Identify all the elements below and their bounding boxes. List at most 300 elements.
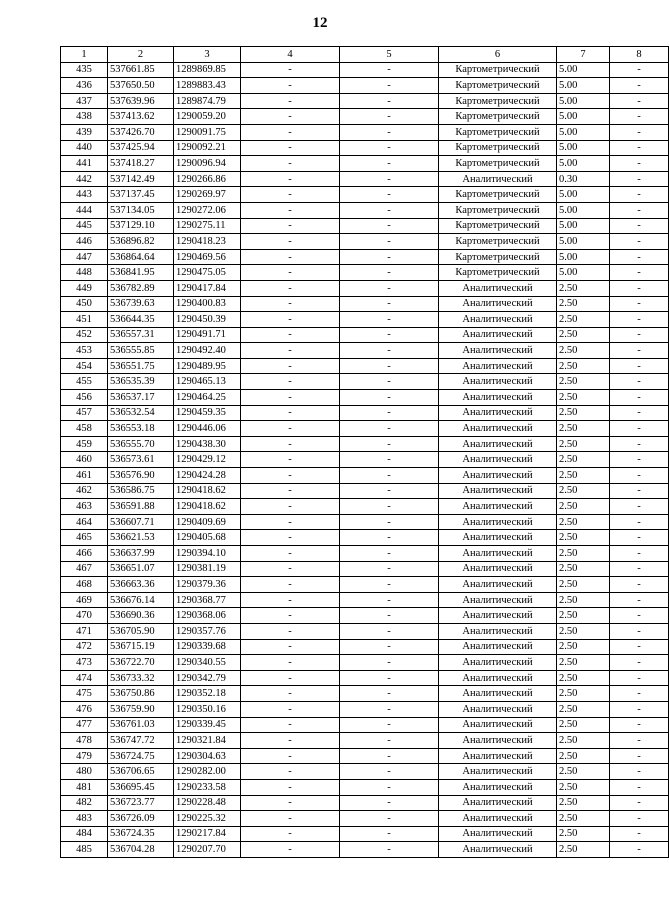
point-number-cell: 453 xyxy=(61,343,108,359)
accuracy-cell: 2.50 xyxy=(557,405,610,421)
x-coordinate-cell: 537425.94 xyxy=(108,140,174,156)
col5-cell: - xyxy=(340,358,439,374)
col8-cell: - xyxy=(610,546,669,562)
point-number-cell: 449 xyxy=(61,280,108,296)
accuracy-cell: 2.50 xyxy=(557,312,610,328)
accuracy-cell: 2.50 xyxy=(557,623,610,639)
point-number-cell: 442 xyxy=(61,171,108,187)
col4-cell: - xyxy=(241,468,340,484)
col8-cell: - xyxy=(610,249,669,265)
point-number-cell: 466 xyxy=(61,546,108,562)
col8-cell: - xyxy=(610,623,669,639)
y-coordinate-cell: 1290342.79 xyxy=(174,670,241,686)
col8-cell: - xyxy=(610,62,669,78)
y-coordinate-cell: 1290491.71 xyxy=(174,327,241,343)
col8-cell: - xyxy=(610,452,669,468)
col8-cell: - xyxy=(610,234,669,250)
method-cell: Аналитический xyxy=(439,826,557,842)
accuracy-cell: 5.00 xyxy=(557,124,610,140)
col4-cell: - xyxy=(241,343,340,359)
col5-cell: - xyxy=(340,530,439,546)
x-coordinate-cell: 536739.63 xyxy=(108,296,174,312)
y-coordinate-cell: 1290266.86 xyxy=(174,171,241,187)
point-number-cell: 478 xyxy=(61,733,108,749)
col8-cell: - xyxy=(610,748,669,764)
col5-cell: - xyxy=(340,483,439,499)
page-number: 12 xyxy=(312,15,328,31)
table-row xyxy=(61,265,669,281)
col8-cell: - xyxy=(610,280,669,296)
x-coordinate-cell: 536750.86 xyxy=(108,686,174,702)
table-row xyxy=(61,140,669,156)
x-coordinate-cell: 537134.05 xyxy=(108,202,174,218)
col4-cell: - xyxy=(241,156,340,172)
accuracy-cell: 2.50 xyxy=(557,358,610,374)
col5-cell: - xyxy=(340,717,439,733)
col4-cell: - xyxy=(241,733,340,749)
x-coordinate-cell: 536724.75 xyxy=(108,748,174,764)
col8-cell: - xyxy=(610,764,669,780)
point-number-cell: 451 xyxy=(61,312,108,328)
table-row xyxy=(61,249,669,265)
x-coordinate-cell: 536607.71 xyxy=(108,514,174,530)
table-row xyxy=(61,156,669,172)
col4-cell: - xyxy=(241,312,340,328)
method-cell: Картометрический xyxy=(439,202,557,218)
x-coordinate-cell: 536841.95 xyxy=(108,265,174,281)
point-number-cell: 464 xyxy=(61,514,108,530)
table-row xyxy=(61,218,669,234)
table-row xyxy=(61,171,669,187)
table-row xyxy=(61,109,669,125)
header-row xyxy=(61,47,669,63)
table-row xyxy=(61,499,669,515)
col8-cell: - xyxy=(610,296,669,312)
y-coordinate-cell: 1290321.84 xyxy=(174,733,241,749)
col8-cell: - xyxy=(610,312,669,328)
method-cell: Картометрический xyxy=(439,249,557,265)
table-row xyxy=(61,686,669,702)
col8-cell: - xyxy=(610,733,669,749)
x-coordinate-cell: 536747.72 xyxy=(108,733,174,749)
col4-cell: - xyxy=(241,249,340,265)
method-cell: Аналитический xyxy=(439,546,557,562)
y-coordinate-cell: 1290394.10 xyxy=(174,546,241,562)
col8-cell: - xyxy=(610,608,669,624)
method-cell: Аналитический xyxy=(439,483,557,499)
y-coordinate-cell: 1290339.45 xyxy=(174,717,241,733)
col4-cell: - xyxy=(241,811,340,827)
col4-cell: - xyxy=(241,655,340,671)
col4-cell: - xyxy=(241,670,340,686)
y-coordinate-cell: 1290096.94 xyxy=(174,156,241,172)
table-row xyxy=(61,62,669,78)
col5-cell: - xyxy=(340,296,439,312)
point-number-cell: 467 xyxy=(61,561,108,577)
y-coordinate-cell: 1290464.25 xyxy=(174,390,241,406)
accuracy-cell: 0.30 xyxy=(557,171,610,187)
point-number-cell: 452 xyxy=(61,327,108,343)
col4-cell: - xyxy=(241,436,340,452)
table-row xyxy=(61,452,669,468)
col4-cell: - xyxy=(241,577,340,593)
accuracy-cell: 2.50 xyxy=(557,733,610,749)
column-header: 7 xyxy=(557,47,610,63)
column-header: 1 xyxy=(61,47,108,63)
col5-cell: - xyxy=(340,93,439,109)
col8-cell: - xyxy=(610,265,669,281)
col5-cell: - xyxy=(340,639,439,655)
x-coordinate-cell: 536537.17 xyxy=(108,390,174,406)
col4-cell: - xyxy=(241,530,340,546)
point-number-cell: 483 xyxy=(61,811,108,827)
table-row xyxy=(61,390,669,406)
col8-cell: - xyxy=(610,561,669,577)
col4-cell: - xyxy=(241,592,340,608)
point-number-cell: 469 xyxy=(61,592,108,608)
accuracy-cell: 2.50 xyxy=(557,670,610,686)
x-coordinate-cell: 536690.36 xyxy=(108,608,174,624)
col8-cell: - xyxy=(610,171,669,187)
accuracy-cell: 5.00 xyxy=(557,187,610,203)
column-header: 6 xyxy=(439,47,557,63)
col4-cell: - xyxy=(241,265,340,281)
accuracy-cell: 2.50 xyxy=(557,327,610,343)
col8-cell: - xyxy=(610,93,669,109)
accuracy-cell: 2.50 xyxy=(557,717,610,733)
accuracy-cell: 2.50 xyxy=(557,795,610,811)
point-number-cell: 439 xyxy=(61,124,108,140)
accuracy-cell: 2.50 xyxy=(557,577,610,593)
method-cell: Аналитический xyxy=(439,514,557,530)
col5-cell: - xyxy=(340,202,439,218)
col5-cell: - xyxy=(340,608,439,624)
col5-cell: - xyxy=(340,468,439,484)
accuracy-cell: 5.00 xyxy=(557,62,610,78)
point-number-cell: 443 xyxy=(61,187,108,203)
y-coordinate-cell: 1290352.18 xyxy=(174,686,241,702)
y-coordinate-cell: 1290092.21 xyxy=(174,140,241,156)
col4-cell: - xyxy=(241,124,340,140)
method-cell: Аналитический xyxy=(439,171,557,187)
method-cell: Аналитический xyxy=(439,748,557,764)
x-coordinate-cell: 537661.85 xyxy=(108,62,174,78)
point-number-cell: 447 xyxy=(61,249,108,265)
table-row xyxy=(61,358,669,374)
col5-cell: - xyxy=(340,124,439,140)
col4-cell: - xyxy=(241,109,340,125)
col4-cell: - xyxy=(241,327,340,343)
col5-cell: - xyxy=(340,826,439,842)
col5-cell: - xyxy=(340,452,439,468)
y-coordinate-cell: 1290368.06 xyxy=(174,608,241,624)
col4-cell: - xyxy=(241,62,340,78)
table-row xyxy=(61,234,669,250)
x-coordinate-cell: 536586.75 xyxy=(108,483,174,499)
y-coordinate-cell: 1290438.30 xyxy=(174,436,241,452)
accuracy-cell: 2.50 xyxy=(557,608,610,624)
x-coordinate-cell: 536663.36 xyxy=(108,577,174,593)
col5-cell: - xyxy=(340,249,439,265)
point-number-cell: 435 xyxy=(61,62,108,78)
col4-cell: - xyxy=(241,358,340,374)
y-coordinate-cell: 1290429.12 xyxy=(174,452,241,468)
point-number-cell: 444 xyxy=(61,202,108,218)
x-coordinate-cell: 536621.53 xyxy=(108,530,174,546)
point-number-cell: 448 xyxy=(61,265,108,281)
col5-cell: - xyxy=(340,499,439,515)
table-row xyxy=(61,779,669,795)
accuracy-cell: 2.50 xyxy=(557,779,610,795)
point-number-cell: 458 xyxy=(61,421,108,437)
col4-cell: - xyxy=(241,421,340,437)
col8-cell: - xyxy=(610,358,669,374)
y-coordinate-cell: 1290418.23 xyxy=(174,234,241,250)
col8-cell: - xyxy=(610,109,669,125)
method-cell: Аналитический xyxy=(439,343,557,359)
point-number-cell: 445 xyxy=(61,218,108,234)
col8-cell: - xyxy=(610,156,669,172)
method-cell: Аналитический xyxy=(439,686,557,702)
col5-cell: - xyxy=(340,795,439,811)
method-cell: Аналитический xyxy=(439,655,557,671)
x-coordinate-cell: 537413.62 xyxy=(108,109,174,125)
y-coordinate-cell: 1290465.13 xyxy=(174,374,241,390)
method-cell: Картометрический xyxy=(439,234,557,250)
col4-cell: - xyxy=(241,234,340,250)
accuracy-cell: 2.50 xyxy=(557,530,610,546)
point-number-cell: 484 xyxy=(61,826,108,842)
y-coordinate-cell: 1290339.68 xyxy=(174,639,241,655)
accuracy-cell: 2.50 xyxy=(557,499,610,515)
accuracy-cell: 5.00 xyxy=(557,218,610,234)
table-row xyxy=(61,639,669,655)
table-row xyxy=(61,701,669,717)
y-coordinate-cell: 1290469.56 xyxy=(174,249,241,265)
y-coordinate-cell: 1290446.06 xyxy=(174,421,241,437)
method-cell: Аналитический xyxy=(439,779,557,795)
y-coordinate-cell: 1290418.62 xyxy=(174,499,241,515)
method-cell: Аналитический xyxy=(439,327,557,343)
table-row xyxy=(61,187,669,203)
method-cell: Картометрический xyxy=(439,109,557,125)
col4-cell: - xyxy=(241,218,340,234)
col4-cell: - xyxy=(241,483,340,499)
accuracy-cell: 2.50 xyxy=(557,686,610,702)
accuracy-cell: 2.50 xyxy=(557,452,610,468)
col5-cell: - xyxy=(340,670,439,686)
point-number-cell: 470 xyxy=(61,608,108,624)
table-row xyxy=(61,124,669,140)
method-cell: Аналитический xyxy=(439,670,557,686)
method-cell: Картометрический xyxy=(439,93,557,109)
col4-cell: - xyxy=(241,280,340,296)
col4-cell: - xyxy=(241,623,340,639)
method-cell: Аналитический xyxy=(439,280,557,296)
x-coordinate-cell: 536637.99 xyxy=(108,546,174,562)
table-row xyxy=(61,483,669,499)
y-coordinate-cell: 1290368.77 xyxy=(174,592,241,608)
x-coordinate-cell: 536573.61 xyxy=(108,452,174,468)
table-row xyxy=(61,670,669,686)
x-coordinate-cell: 537426.70 xyxy=(108,124,174,140)
y-coordinate-cell: 1290492.40 xyxy=(174,343,241,359)
accuracy-cell: 2.50 xyxy=(557,374,610,390)
x-coordinate-cell: 537639.96 xyxy=(108,93,174,109)
accuracy-cell: 5.00 xyxy=(557,156,610,172)
col8-cell: - xyxy=(610,826,669,842)
method-cell: Аналитический xyxy=(439,530,557,546)
y-coordinate-cell: 1290450.39 xyxy=(174,312,241,328)
col5-cell: - xyxy=(340,811,439,827)
col4-cell: - xyxy=(241,748,340,764)
x-coordinate-cell: 536782.89 xyxy=(108,280,174,296)
col5-cell: - xyxy=(340,764,439,780)
x-coordinate-cell: 536706.65 xyxy=(108,764,174,780)
table-row xyxy=(61,405,669,421)
col8-cell: - xyxy=(610,218,669,234)
table-row xyxy=(61,811,669,827)
y-coordinate-cell: 1290418.62 xyxy=(174,483,241,499)
x-coordinate-cell: 536591.88 xyxy=(108,499,174,515)
col5-cell: - xyxy=(340,779,439,795)
method-cell: Аналитический xyxy=(439,717,557,733)
col5-cell: - xyxy=(340,140,439,156)
col4-cell: - xyxy=(241,202,340,218)
point-number-cell: 479 xyxy=(61,748,108,764)
point-number-cell: 472 xyxy=(61,639,108,655)
y-coordinate-cell: 1290381.19 xyxy=(174,561,241,577)
table-row xyxy=(61,468,669,484)
col5-cell: - xyxy=(340,623,439,639)
col5-cell: - xyxy=(340,109,439,125)
y-coordinate-cell: 1290225.32 xyxy=(174,811,241,827)
col5-cell: - xyxy=(340,655,439,671)
x-coordinate-cell: 536896.82 xyxy=(108,234,174,250)
table-row xyxy=(61,421,669,437)
x-coordinate-cell: 536695.45 xyxy=(108,779,174,795)
method-cell: Аналитический xyxy=(439,842,557,858)
table-row xyxy=(61,717,669,733)
point-number-cell: 441 xyxy=(61,156,108,172)
col8-cell: - xyxy=(610,374,669,390)
col8-cell: - xyxy=(610,686,669,702)
col8-cell: - xyxy=(610,779,669,795)
column-header: 3 xyxy=(174,47,241,63)
col4-cell: - xyxy=(241,608,340,624)
accuracy-cell: 2.50 xyxy=(557,514,610,530)
col5-cell: - xyxy=(340,701,439,717)
col5-cell: - xyxy=(340,187,439,203)
col8-cell: - xyxy=(610,592,669,608)
col5-cell: - xyxy=(340,546,439,562)
x-coordinate-cell: 536724.35 xyxy=(108,826,174,842)
method-cell: Картометрический xyxy=(439,187,557,203)
accuracy-cell: 5.00 xyxy=(557,109,610,125)
method-cell: Аналитический xyxy=(439,358,557,374)
col5-cell: - xyxy=(340,577,439,593)
col4-cell: - xyxy=(241,514,340,530)
col5-cell: - xyxy=(340,327,439,343)
col4-cell: - xyxy=(241,826,340,842)
y-coordinate-cell: 1290424.28 xyxy=(174,468,241,484)
col8-cell: - xyxy=(610,140,669,156)
y-coordinate-cell: 1289874.79 xyxy=(174,93,241,109)
col5-cell: - xyxy=(340,156,439,172)
col4-cell: - xyxy=(241,561,340,577)
x-coordinate-cell: 537129.10 xyxy=(108,218,174,234)
x-coordinate-cell: 536535.39 xyxy=(108,374,174,390)
method-cell: Аналитический xyxy=(439,312,557,328)
x-coordinate-cell: 536705.90 xyxy=(108,623,174,639)
y-coordinate-cell: 1290275.11 xyxy=(174,218,241,234)
table-row xyxy=(61,93,669,109)
col5-cell: - xyxy=(340,421,439,437)
col5-cell: - xyxy=(340,218,439,234)
method-cell: Аналитический xyxy=(439,405,557,421)
point-number-cell: 459 xyxy=(61,436,108,452)
col8-cell: - xyxy=(610,577,669,593)
y-coordinate-cell: 1290357.76 xyxy=(174,623,241,639)
col4-cell: - xyxy=(241,686,340,702)
col4-cell: - xyxy=(241,795,340,811)
accuracy-cell: 2.50 xyxy=(557,280,610,296)
table-row xyxy=(61,748,669,764)
y-coordinate-cell: 1290459.35 xyxy=(174,405,241,421)
col4-cell: - xyxy=(241,701,340,717)
method-cell: Аналитический xyxy=(439,795,557,811)
col5-cell: - xyxy=(340,78,439,94)
accuracy-cell: 5.00 xyxy=(557,78,610,94)
point-number-cell: 480 xyxy=(61,764,108,780)
col4-cell: - xyxy=(241,639,340,655)
col8-cell: - xyxy=(610,468,669,484)
table-row xyxy=(61,842,669,858)
col4-cell: - xyxy=(241,374,340,390)
point-number-cell: 463 xyxy=(61,499,108,515)
accuracy-cell: 2.50 xyxy=(557,826,610,842)
method-cell: Аналитический xyxy=(439,577,557,593)
method-cell: Картометрический xyxy=(439,62,557,78)
col4-cell: - xyxy=(241,78,340,94)
x-coordinate-cell: 536704.28 xyxy=(108,842,174,858)
col8-cell: - xyxy=(610,514,669,530)
method-cell: Картометрический xyxy=(439,140,557,156)
col8-cell: - xyxy=(610,124,669,140)
col8-cell: - xyxy=(610,343,669,359)
x-coordinate-cell: 536532.54 xyxy=(108,405,174,421)
col8-cell: - xyxy=(610,78,669,94)
method-cell: Картометрический xyxy=(439,218,557,234)
point-number-cell: 475 xyxy=(61,686,108,702)
x-coordinate-cell: 536555.85 xyxy=(108,343,174,359)
y-coordinate-cell: 1290379.36 xyxy=(174,577,241,593)
table-row xyxy=(61,592,669,608)
y-coordinate-cell: 1290400.83 xyxy=(174,296,241,312)
table-row xyxy=(61,530,669,546)
col5-cell: - xyxy=(340,280,439,296)
col5-cell: - xyxy=(340,343,439,359)
col5-cell: - xyxy=(340,733,439,749)
method-cell: Аналитический xyxy=(439,608,557,624)
table-body xyxy=(61,62,669,857)
y-coordinate-cell: 1290059.20 xyxy=(174,109,241,125)
table-row xyxy=(61,296,669,312)
x-coordinate-cell: 537142.49 xyxy=(108,171,174,187)
col8-cell: - xyxy=(610,327,669,343)
col5-cell: - xyxy=(340,405,439,421)
col4-cell: - xyxy=(241,842,340,858)
